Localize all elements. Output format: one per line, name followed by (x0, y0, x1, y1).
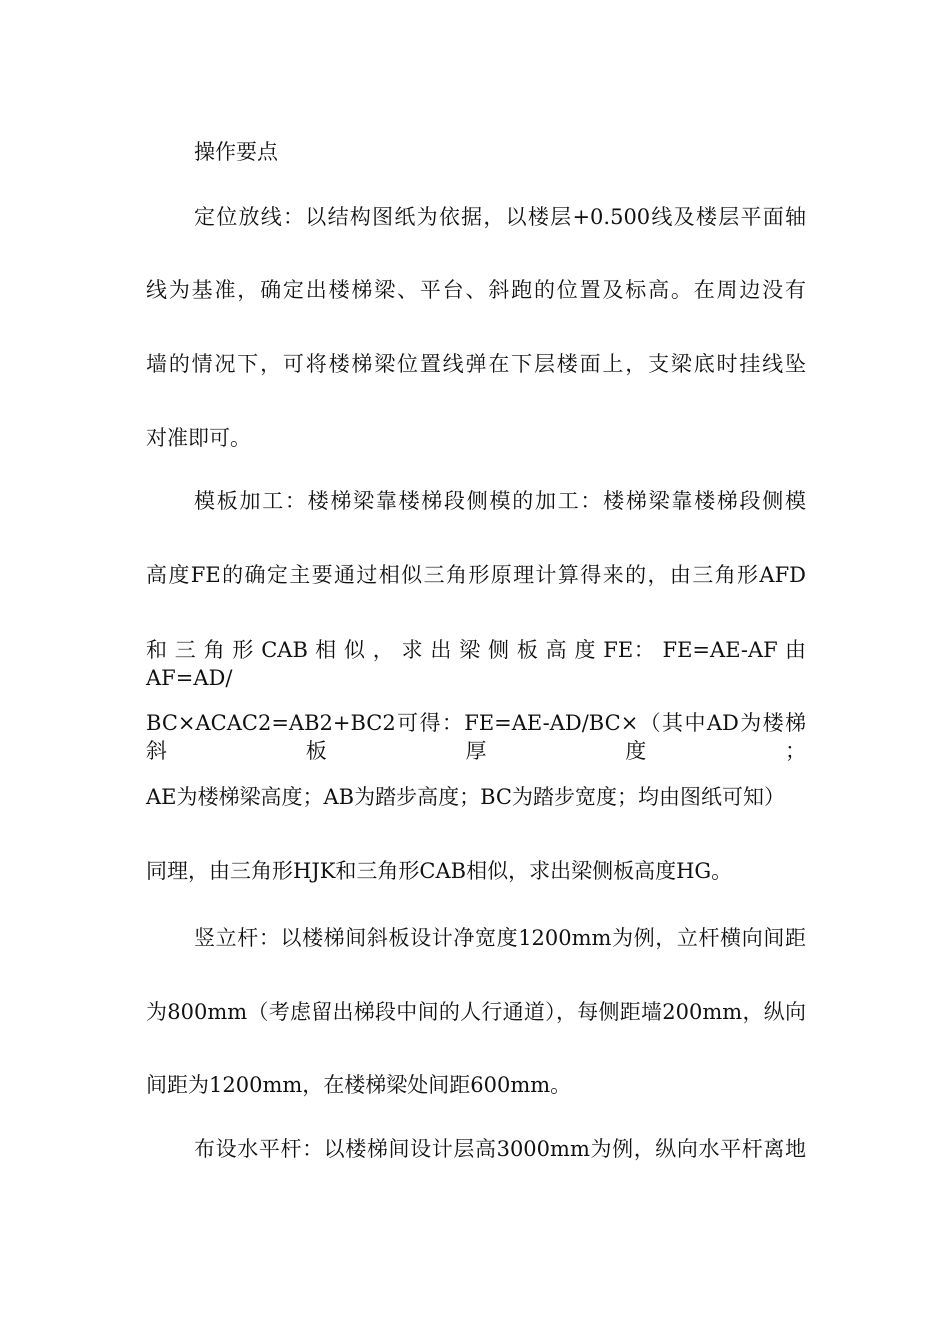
paragraph-line: 对准即可。 (146, 426, 251, 450)
paragraph-line: 模板加工：楼梯梁靠楼梯段侧模的加工：楼梯梁靠楼梯段侧模 (194, 489, 806, 513)
paragraph-line: 高度FE的确定主要通过相似三角形原理计算得来的，由三角形AFD (146, 563, 806, 587)
section-heading: 操作要点 (194, 140, 278, 164)
paragraph-line: AE为楼梯梁高度；AB为踏步高度；BC为踏步宽度；均由图纸可知） (146, 785, 785, 809)
paragraph-line: 为800mm（考虑留出梯段中间的人行通道），每侧距墙200mm，纵向 (146, 1000, 806, 1024)
paragraph-line: BC×ACAC2=AB2+BC2可得：FE=AE-AD/BC×（其中AD为楼梯斜板厚度； (146, 711, 806, 763)
paragraph-line: 线为基准，确定出楼梯梁、平台、斜跑的位置及标高。在周边没有 (146, 278, 806, 302)
paragraph-line: 布设水平杆：以楼梯间设计层高3000mm为例，纵向水平杆离地 (194, 1137, 806, 1161)
paragraph-line: 墙的情况下，可将楼梯梁位置线弹在下层楼面上，支梁底时挂线坠 (146, 352, 806, 376)
paragraph-line: 竖立杆：以楼梯间斜板设计净宽度1200mm为例，立杆横向间距 (194, 926, 806, 950)
paragraph-line: 定位放线：以结构图纸为依据，以楼层+0.500线及楼层平面轴 (194, 205, 806, 229)
paragraph-line: 同理，由三角形HJK和三角形CAB相似，求出梁侧板高度HG。 (146, 859, 733, 883)
paragraph-line: 和 三 角 形 CAB 相 似 ， 求 出 梁 侧 板 高 度 FE： FE=AE-AF 由 AF=AD/ (146, 638, 806, 690)
paragraph-line: 间距为1200mm，在楼梯梁处间距600mm。 (146, 1073, 572, 1097)
